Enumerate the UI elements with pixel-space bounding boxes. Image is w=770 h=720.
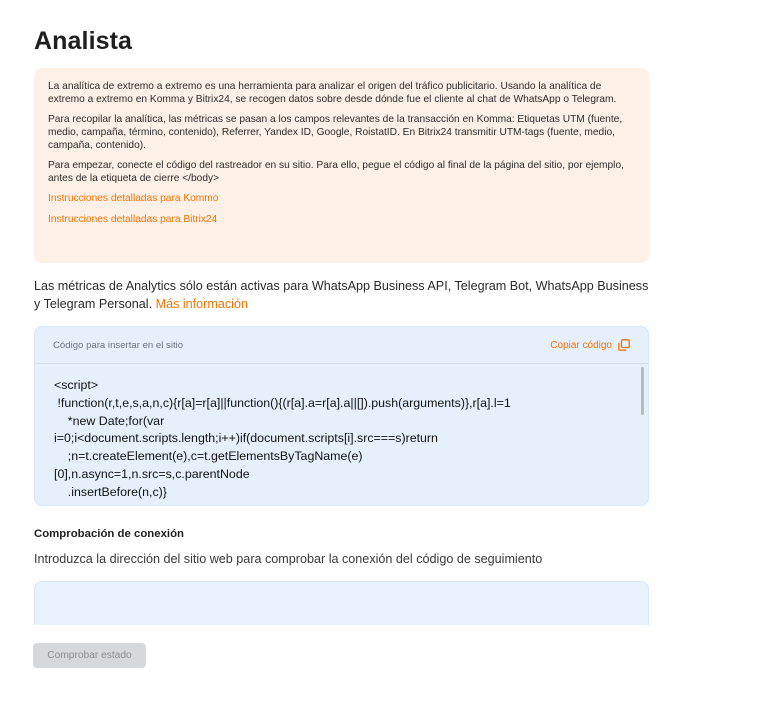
- page-title: Analista: [34, 27, 133, 55]
- notice-paragraph: Para empezar, conecte el código del rastreador en su sitio. Para ello, pegue el código al final de la página del sitio, por ejemplo, antes de la etiqueta de cierre </body>: [48, 160, 624, 184]
- copy-icon: [618, 339, 630, 351]
- copy-code-button[interactable]: [550, 339, 630, 351]
- code-box-header: [35, 327, 648, 364]
- website-url-input[interactable]: [34, 581, 649, 625]
- notice-paragraph: Para recopilar la analítica, las métricas se pasan a los campos relevantes de la transacción en Komma: Etiquetas UTM (fuente, medio, campaña, término, contenido), Referrer, Yandex ID, Google, RoistatID. En Bitrix24 transmitir UTM-tags (fuente, medio, campaña, contenido).: [48, 114, 623, 151]
- check-status-button[interactable]: Comprobar estado: [33, 643, 146, 668]
- connection-check-title: Comprobación de conexión: [34, 528, 184, 540]
- metrics-notice: [34, 277, 654, 313]
- notice-paragraph: La analítica de extremo a extremo es una herramienta para analizar el origen del tráfico publicitario. Usando la analítica de extremo a extremo en Komma y Bitrix24, se recogen datos sobre desde dónde fue el cliente al chat de WhatsApp o Telegram.: [48, 81, 617, 105]
- code-box-label: Código para insertar en el sitio: [53, 339, 184, 351]
- connection-check-description: Introduzca la dirección del sitio web para comprobar la conexión del código de seguimiento: [34, 552, 543, 566]
- kommo-instructions-link[interactable]: Instrucciones detalladas para Kommo: [48, 193, 219, 204]
- info-notice: [34, 68, 649, 263]
- bitrix24-instructions-link[interactable]: Instrucciones detalladas para Bitrix24: [48, 214, 218, 225]
- more-info-link[interactable]: Más información: [155, 297, 248, 311]
- tracker-code-box: [34, 326, 649, 506]
- copy-code-label: Copiar código: [550, 339, 612, 351]
- code-scrollbar[interactable]: [641, 367, 644, 415]
- metrics-text: Las métricas de Analytics sólo están activas para WhatsApp Business API, Telegram Bot, WhatsApp Business y Telegram Personal.: [34, 279, 649, 311]
- tracker-code[interactable]: <script> !function(r,t,e,s,a,n,c){r[a]=r[a]||function(){(r[a].a=r[a].a||[]).push(arguments)},r[a].l=1 *new Date;for(var i=0;i<document.scripts.length;i++)if(document.scripts[i].src===s)return ;n=t.createElement(e),c=t.getElementsByTagName(e) [0],n.async=1,n.src=s,c.parentNode .insertBefore(n,c)}: [54, 378, 511, 499]
